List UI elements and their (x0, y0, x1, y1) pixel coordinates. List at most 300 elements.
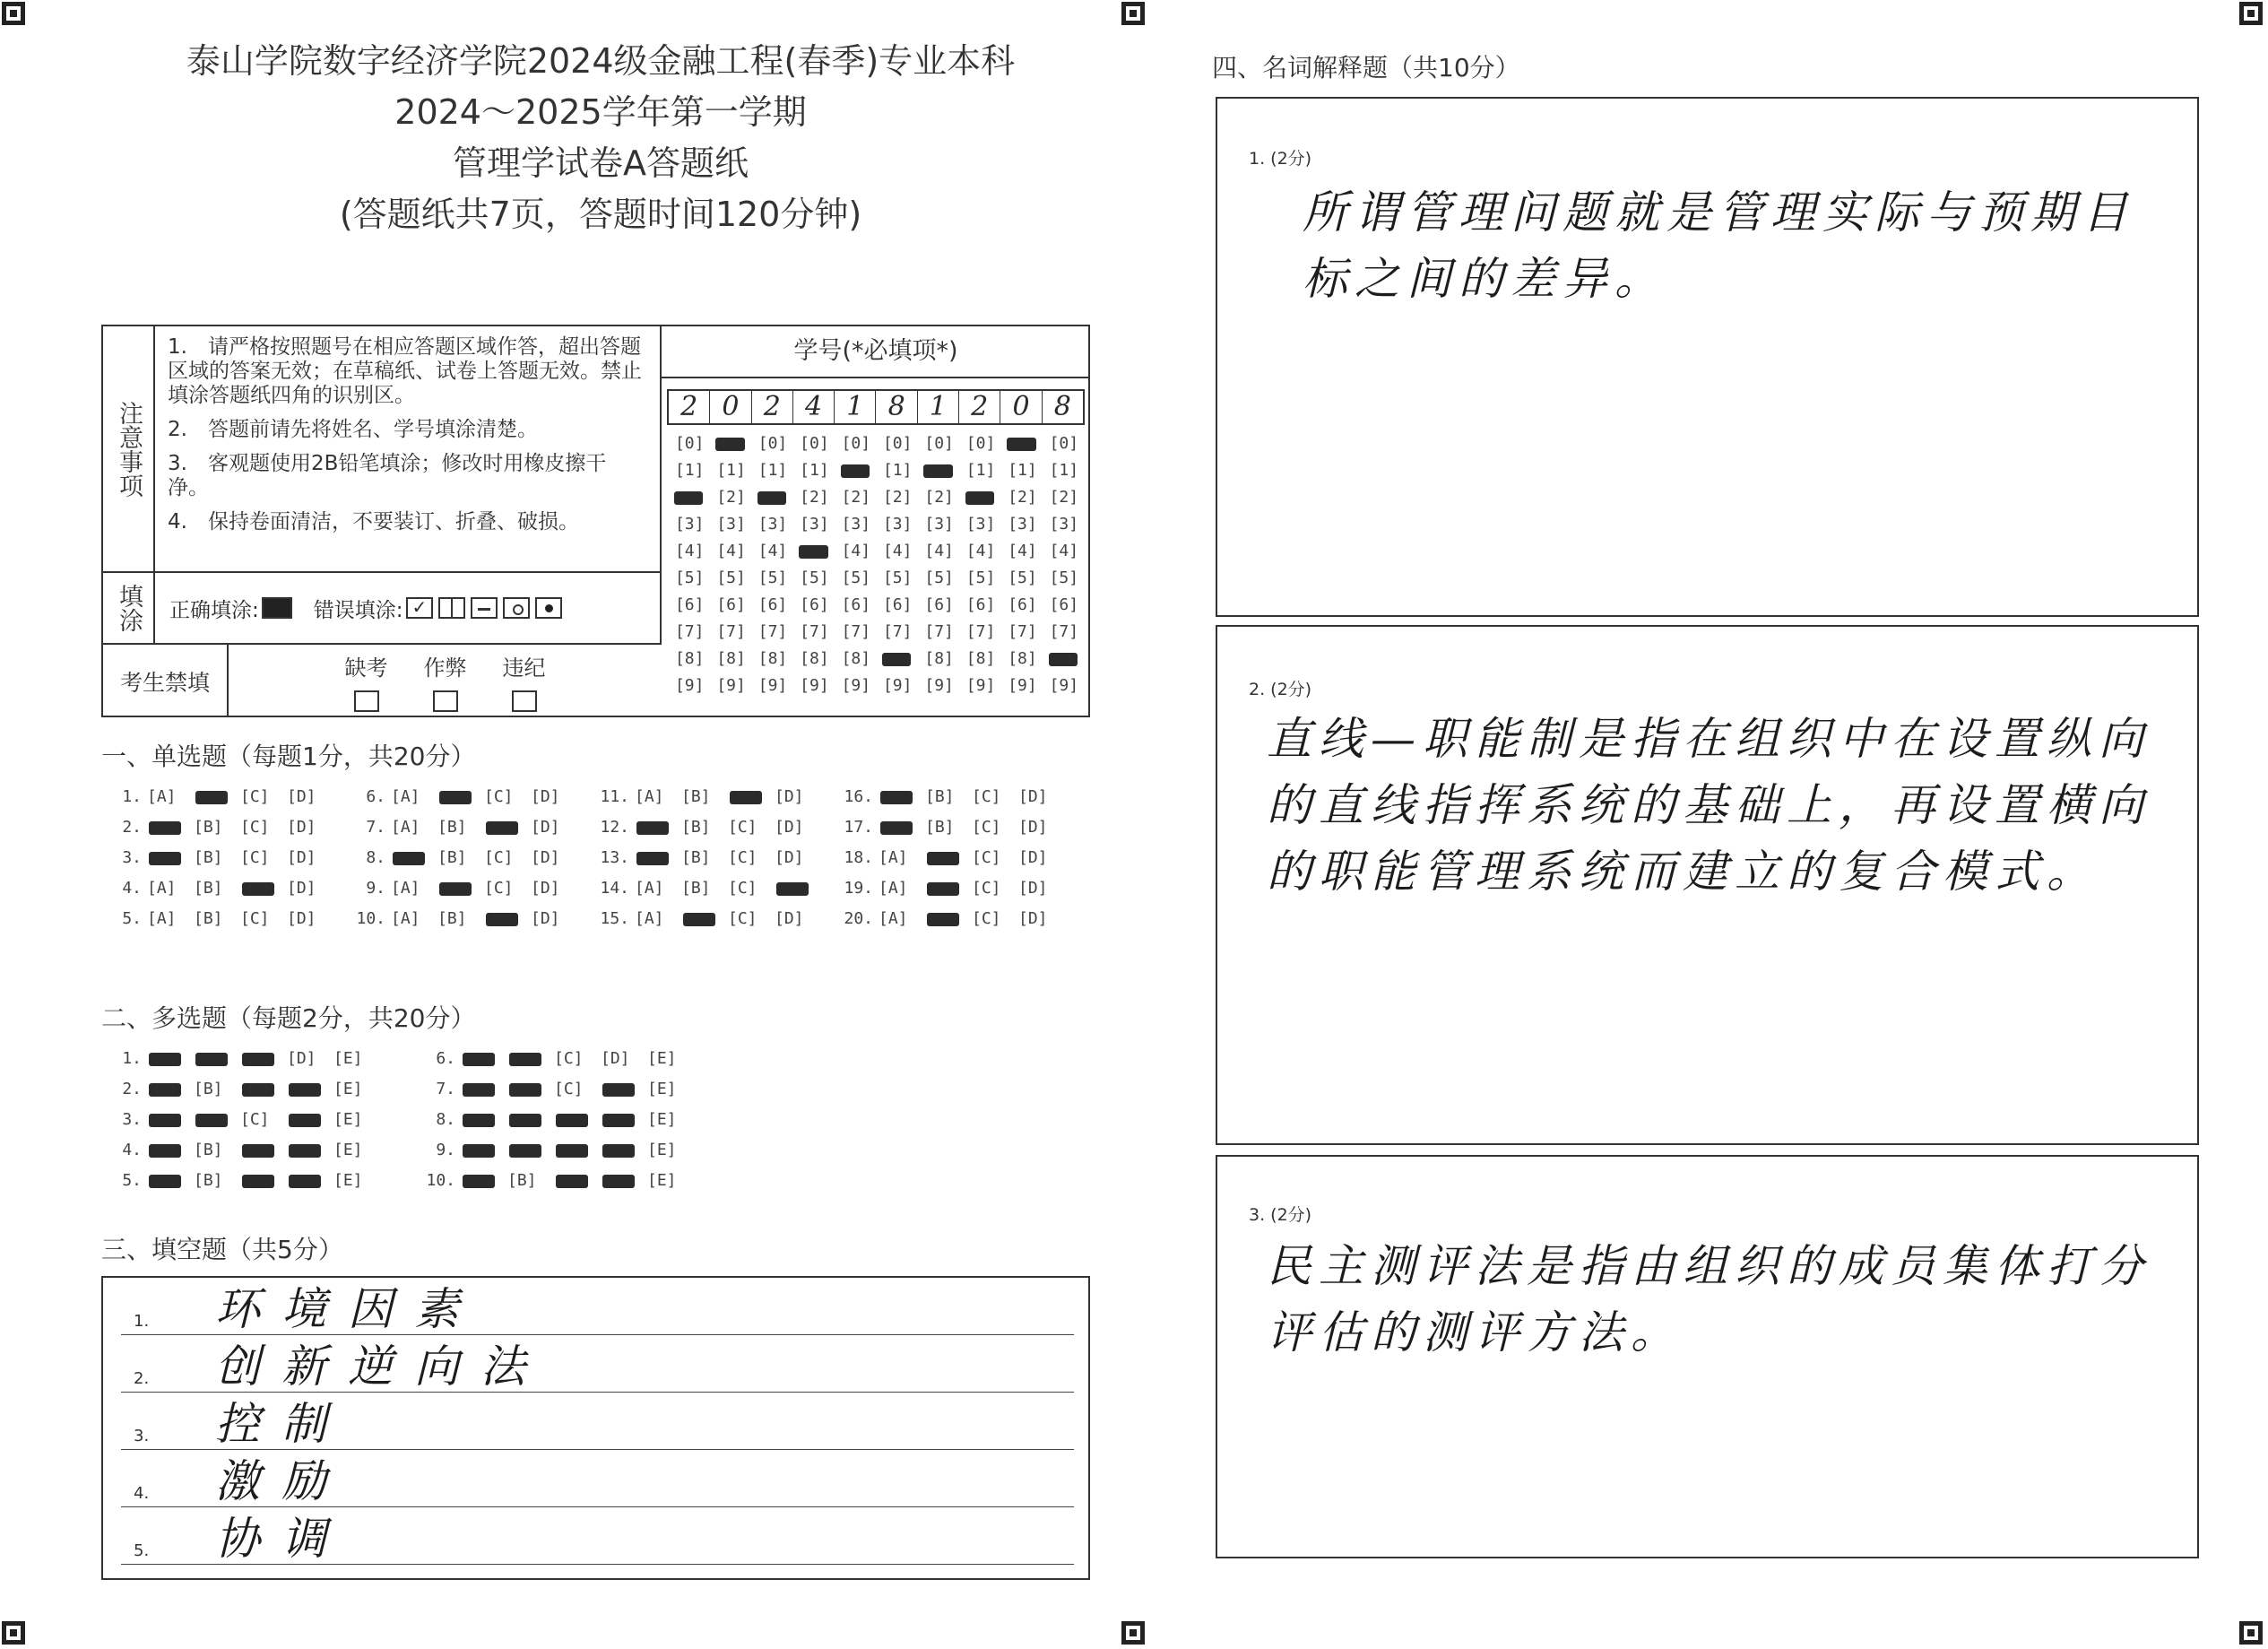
answer-bubble[interactable]: [C] (728, 818, 757, 837)
student-id-bubble[interactable]: [3] (800, 515, 829, 534)
student-id-bubble[interactable]: [7] (841, 622, 871, 641)
answer-bubble[interactable]: [C] (240, 818, 270, 837)
student-id-bubble[interactable]: [0] (965, 434, 996, 453)
student-id-bubble[interactable]: [6] (800, 595, 829, 614)
question-number: 14. (600, 879, 629, 898)
student-id-bubble[interactable]: [2] (1049, 488, 1079, 507)
fill-blank-line-1[interactable] (121, 1278, 1074, 1335)
student-id-bubble[interactable]: [7] (1008, 622, 1037, 641)
student-id-digit[interactable]: 2 (959, 391, 1000, 423)
student-id-bubble[interactable]: [0] (800, 434, 829, 453)
student-id-digit[interactable]: 0 (1000, 391, 1042, 423)
student-id-bubble[interactable]: [7] (716, 622, 746, 641)
choice-question (421, 1166, 694, 1196)
answer-bubble[interactable] (194, 782, 240, 812)
answer-bubble[interactable] (147, 1135, 194, 1166)
student-id-bubble[interactable]: [1] (965, 461, 996, 480)
answer-bubble[interactable] (147, 843, 194, 873)
answer-bubble[interactable]: [C] (972, 879, 1001, 898)
student-id-bubble[interactable]: [1] (716, 461, 746, 480)
answer-bubble[interactable]: [E] (333, 1141, 363, 1159)
term-answer-box-1[interactable] (1216, 97, 2199, 617)
answer-bubble[interactable]: [D] (287, 879, 316, 898)
student-id-digit[interactable]: 4 (793, 391, 835, 423)
student-id-bubble[interactable]: [9] (965, 676, 996, 695)
answer-bubble[interactable] (879, 782, 925, 812)
student-id-bubble[interactable]: [1] (882, 461, 913, 480)
student-id-bubble[interactable]: [0] (674, 434, 705, 453)
fill-blank-line-4[interactable] (121, 1450, 1074, 1507)
answer-bubble[interactable] (554, 1105, 601, 1135)
student-id-bubble-row (669, 511, 1085, 538)
answer-bubble[interactable]: [A] (879, 909, 908, 928)
answer-bubble[interactable] (461, 1105, 507, 1135)
forbid-violation-label: 违纪 (502, 655, 546, 681)
corner-marker-bottom-left (2, 1621, 25, 1645)
student-id-bubble[interactable]: [8] (800, 649, 829, 668)
answer-bubble[interactable]: [E] (333, 1171, 363, 1190)
student-id-bubble-grid[interactable] (669, 430, 1085, 699)
student-id-bubble[interactable] (835, 457, 877, 484)
answer-bubble[interactable]: [E] (333, 1110, 363, 1129)
answer-bubble[interactable] (240, 1044, 287, 1074)
student-id-bubble[interactable]: [1] (674, 461, 705, 480)
answer-bubble[interactable]: [D] (1018, 818, 1048, 837)
student-id-bubble[interactable]: [9] (882, 676, 913, 695)
fill-blank-line-3[interactable] (121, 1393, 1074, 1450)
answer-bubble[interactable] (601, 1074, 647, 1105)
answer-bubble[interactable]: [B] (681, 818, 711, 837)
student-id-bubble[interactable]: [2] (924, 488, 954, 507)
student-id-bubble[interactable]: [1] (1008, 461, 1037, 480)
choice-question (108, 1044, 380, 1074)
answer-bubble[interactable]: [C] (240, 1110, 270, 1129)
answer-bubble[interactable] (507, 1105, 554, 1135)
corner-marker-bottom-center (1121, 1621, 1145, 1645)
question-number: 5. (122, 909, 142, 928)
student-id-bubble[interactable]: [7] (965, 622, 996, 641)
answer-bubble[interactable] (461, 1074, 507, 1105)
student-id-digit[interactable]: 2 (669, 391, 710, 423)
answer-bubble[interactable] (240, 1074, 287, 1105)
question-number: 3. (122, 848, 142, 867)
answer-bubble[interactable]: [D] (287, 818, 316, 837)
answer-bubble[interactable]: [C] (240, 909, 270, 928)
answer-bubble[interactable]: [C] (554, 1080, 584, 1098)
student-id-bubble[interactable]: [5] (965, 568, 996, 587)
answer-bubble[interactable] (194, 1044, 240, 1074)
answer-bubble[interactable]: [B] (681, 787, 711, 806)
student-id-bubble[interactable]: [2] (841, 488, 871, 507)
answer-bubble[interactable]: [D] (775, 848, 804, 867)
answer-bubble[interactable] (507, 1044, 554, 1074)
choice-question (108, 904, 333, 934)
student-id-bubble[interactable]: [3] (716, 515, 746, 534)
student-id-bubble[interactable] (1043, 646, 1085, 673)
answer-bubble[interactable]: [B] (194, 909, 223, 928)
answer-bubble[interactable]: [D] (531, 879, 560, 898)
term-answer-box-3[interactable] (1216, 1155, 2199, 1558)
answer-bubble[interactable] (507, 1135, 554, 1166)
answer-bubble[interactable]: [D] (287, 787, 316, 806)
student-id-bubble[interactable]: [8] (841, 649, 871, 668)
student-id-bubble[interactable]: [4] (1049, 542, 1079, 560)
student-id-bubble[interactable]: [8] (1008, 649, 1037, 668)
student-id-bubble[interactable]: [3] (1008, 515, 1037, 534)
answer-bubble[interactable]: [D] (775, 909, 804, 928)
answer-bubble[interactable]: [D] (1018, 879, 1048, 898)
answer-bubble[interactable]: [C] (728, 848, 757, 867)
answer-bubble[interactable] (925, 843, 972, 873)
student-id-bubble[interactable]: [6] (1008, 595, 1037, 614)
student-id-bubble[interactable]: [1] (800, 461, 829, 480)
student-id-bubble[interactable]: [4] (757, 542, 788, 560)
answer-bubble[interactable]: [D] (531, 818, 560, 837)
student-id-bubble[interactable]: [8] (924, 649, 954, 668)
answer-bubble[interactable]: [A] (635, 909, 664, 928)
student-id-bubble[interactable]: [5] (757, 568, 788, 587)
answer-bubble[interactable]: [B] (925, 818, 955, 837)
student-id-bubble[interactable]: [7] (757, 622, 788, 641)
answer-bubble[interactable]: [D] (1018, 848, 1048, 867)
student-id-bubble[interactable]: [0] (757, 434, 788, 453)
student-id-bubble[interactable]: [0] (1049, 434, 1079, 453)
info-table (101, 325, 1090, 717)
note-item: 1. 请严格按照题号在相应答题区域作答，超出答题区域的答案无效；在草稿纸、试卷上答题无效。禁止填涂答题纸四角的识别区。 (168, 335, 642, 407)
answer-bubble[interactable]: [B] (437, 909, 467, 928)
answer-bubble[interactable]: [E] (647, 1171, 677, 1190)
choice-question (421, 1135, 694, 1166)
student-id-bubble[interactable]: [3] (924, 515, 954, 534)
student-id-bubble[interactable] (669, 484, 710, 511)
notes-label: 注意事项 (115, 400, 143, 498)
choice-question (595, 904, 821, 934)
answer-bubble[interactable]: [D] (601, 1049, 630, 1068)
student-id-bubble[interactable]: [4] (924, 542, 954, 560)
answer-bubble[interactable] (147, 812, 194, 843)
student-id-bubble[interactable]: [7] (1049, 622, 1079, 641)
student-id-bubble[interactable]: [0] (924, 434, 954, 453)
student-id-bubble[interactable]: [2] (882, 488, 913, 507)
answer-bubble[interactable] (147, 1166, 194, 1196)
answer-bubble[interactable] (287, 1166, 333, 1196)
answer-bubble[interactable]: [C] (728, 879, 757, 898)
answer-bubble[interactable] (287, 1135, 333, 1166)
answer-bubble[interactable]: [C] (972, 909, 1001, 928)
answer-bubble[interactable] (147, 1105, 194, 1135)
note-item: 4. 保持卷面清洁，不要装订、折叠、破损。 (168, 510, 579, 534)
student-id-bubble[interactable]: [9] (841, 676, 871, 695)
answer-bubble[interactable]: [A] (879, 879, 908, 898)
student-id-bubble[interactable]: [9] (1049, 676, 1079, 695)
question-number: 6. (436, 1049, 455, 1068)
answer-bubble[interactable] (461, 1044, 507, 1074)
term-answer-text: 民主测评法是指由组织的成员集体打分评估的测评方法。 (1267, 1240, 2151, 1358)
answer-bubble[interactable]: [B] (925, 787, 955, 806)
corner-marker-top-center (1121, 2, 1145, 25)
answer-bubble[interactable]: [A] (147, 879, 177, 898)
fill-blank-number: 5. (134, 1541, 150, 1560)
answer-bubble[interactable] (147, 1074, 194, 1105)
answer-bubble[interactable]: [A] (391, 909, 420, 928)
answer-bubble[interactable]: [C] (554, 1049, 584, 1068)
student-id-bubble[interactable]: [2] (1008, 488, 1037, 507)
answer-bubble[interactable] (437, 782, 484, 812)
answer-bubble[interactable]: [D] (287, 848, 316, 867)
student-id-bubble[interactable]: [5] (716, 568, 746, 587)
student-id-bubble[interactable]: [5] (882, 568, 913, 587)
student-id-bubble[interactable]: [7] (674, 622, 705, 641)
student-id-bubble[interactable]: [1] (1049, 461, 1079, 480)
answer-bubble[interactable]: [B] (194, 1171, 223, 1190)
student-id-bubble[interactable]: [7] (800, 622, 829, 641)
answer-bubble[interactable]: [B] (194, 1141, 223, 1159)
student-id-bubble[interactable]: [5] (674, 568, 705, 587)
answer-bubble[interactable]: [B] (194, 848, 223, 867)
student-id-digit[interactable]: 2 (752, 391, 793, 423)
answer-bubble[interactable] (147, 1044, 194, 1074)
answer-bubble[interactable]: [A] (391, 879, 420, 898)
answer-bubble[interactable]: [B] (437, 848, 467, 867)
student-id-bubble-row (669, 484, 1085, 511)
question-number: 2. (122, 818, 142, 837)
student-id-bubble[interactable]: [3] (882, 515, 913, 534)
choice-question (595, 812, 821, 843)
forbid-cheat-checkbox[interactable] (433, 690, 458, 712)
student-id-bubble[interactable] (918, 457, 959, 484)
answer-bubble[interactable]: [D] (531, 909, 560, 928)
student-id-bubble[interactable]: [2] (800, 488, 829, 507)
answer-bubble[interactable]: [C] (972, 818, 1001, 837)
fill-blank-answer: 激励 (215, 1455, 348, 1507)
student-id-digit[interactable]: 1 (835, 391, 876, 423)
student-id-bubble-row (669, 673, 1085, 699)
choice-question (108, 782, 333, 812)
student-id-bubble-row (669, 457, 1085, 484)
answer-bubble[interactable]: [C] (484, 787, 514, 806)
answer-bubble[interactable]: [D] (531, 848, 560, 867)
student-id-bubble[interactable]: [9] (800, 676, 829, 695)
answer-bubble[interactable]: [C] (484, 848, 514, 867)
answer-bubble[interactable] (461, 1135, 507, 1166)
answer-bubble[interactable] (287, 1074, 333, 1105)
answer-bubble[interactable] (925, 904, 972, 934)
answer-bubble[interactable]: [A] (635, 879, 664, 898)
student-id-bubble[interactable]: [4] (674, 542, 705, 560)
fill-blank-answer: 环境因素 (215, 1283, 480, 1335)
student-id-bubble[interactable] (1001, 430, 1043, 457)
answer-bubble[interactable] (681, 904, 728, 934)
answer-bubble[interactable]: [C] (240, 848, 270, 867)
choice-question (351, 904, 577, 934)
choice-question (839, 812, 1065, 843)
student-id-bubble[interactable]: [6] (757, 595, 788, 614)
student-id-bubble[interactable]: [0] (841, 434, 871, 453)
fill-blank-number: 3. (134, 1427, 150, 1445)
student-id-bubble[interactable]: [6] (882, 595, 913, 614)
student-id-digits[interactable] (667, 389, 1085, 425)
answer-bubble[interactable]: [D] (531, 787, 560, 806)
answer-bubble[interactable] (240, 873, 287, 904)
answer-bubble[interactable] (601, 1105, 647, 1135)
answer-bubble[interactable]: [D] (287, 1049, 316, 1068)
student-id-digit[interactable]: 0 (710, 391, 751, 423)
student-id-bubble[interactable]: [9] (924, 676, 954, 695)
fill-blank-line-2[interactable] (121, 1335, 1074, 1393)
answer-bubble[interactable]: [E] (333, 1080, 363, 1098)
student-id-bubble[interactable]: [8] (965, 649, 996, 668)
student-id-bubble[interactable] (960, 484, 1001, 511)
answer-bubble[interactable]: [E] (647, 1080, 677, 1098)
student-id-bubble[interactable]: [6] (1049, 595, 1079, 614)
student-id-bubble[interactable] (752, 484, 793, 511)
term-question-number: 3. (2分) (1249, 1205, 1312, 1225)
student-id-bubble[interactable]: [4] (965, 542, 996, 560)
student-id-bubble[interactable]: [8] (674, 649, 705, 668)
answer-bubble[interactable]: [D] (1018, 909, 1048, 928)
student-id-bubble[interactable]: [9] (716, 676, 746, 695)
answer-bubble[interactable]: [E] (333, 1049, 363, 1068)
choice-question (108, 1074, 380, 1105)
answer-bubble[interactable]: [C] (728, 909, 757, 928)
forbid-absent-label: 缺考 (344, 655, 388, 681)
answer-bubble[interactable]: [C] (972, 848, 1001, 867)
student-id-bubble[interactable]: [3] (841, 515, 871, 534)
student-id-bubble[interactable]: [6] (965, 595, 996, 614)
correct-fill-example (262, 597, 292, 619)
student-id-bubble[interactable]: [8] (716, 649, 746, 668)
answer-bubble[interactable]: [B] (681, 848, 711, 867)
student-id-bubble[interactable]: [6] (674, 595, 705, 614)
fill-blank-box (101, 1276, 1090, 1580)
answer-bubble[interactable]: [B] (194, 818, 223, 837)
answer-bubble[interactable] (728, 782, 775, 812)
answer-bubble[interactable] (635, 812, 681, 843)
answer-bubble[interactable] (601, 1135, 647, 1166)
student-id-bubble[interactable]: [8] (757, 649, 788, 668)
student-id-bubble[interactable]: [2] (716, 488, 746, 507)
student-id-bubble[interactable]: [4] (716, 542, 746, 560)
student-id-bubble[interactable] (710, 430, 751, 457)
student-id-bubble[interactable]: [9] (674, 676, 705, 695)
student-id-bubble[interactable] (877, 646, 918, 673)
single-choice-grid[interactable] (108, 782, 1094, 943)
answer-bubble[interactable]: [A] (391, 787, 420, 806)
question-number: 6. (366, 787, 385, 806)
answer-bubble[interactable]: [C] (484, 879, 514, 898)
student-id-bubble[interactable] (793, 538, 835, 565)
answer-bubble[interactable] (554, 1166, 601, 1196)
answer-bubble[interactable]: [B] (194, 1080, 223, 1098)
student-id-bubble[interactable]: [3] (674, 515, 705, 534)
student-id-bubble[interactable]: [4] (841, 542, 871, 560)
student-id-bubble[interactable]: [1] (757, 461, 788, 480)
answer-bubble[interactable] (240, 1166, 287, 1196)
answer-bubble[interactable] (437, 873, 484, 904)
answer-bubble[interactable]: [E] (647, 1110, 677, 1129)
answer-bubble[interactable]: [A] (391, 818, 420, 837)
answer-bubble[interactable]: [B] (507, 1171, 537, 1190)
student-id-bubble[interactable]: [3] (1049, 515, 1079, 534)
answer-bubble[interactable]: [A] (635, 787, 664, 806)
student-id-bubble[interactable]: [5] (841, 568, 871, 587)
answer-bubble[interactable]: [B] (681, 879, 711, 898)
answer-bubble[interactable]: [A] (147, 787, 177, 806)
answer-bubble[interactable]: [D] (1018, 787, 1048, 806)
answer-bubble[interactable]: [B] (194, 879, 223, 898)
student-id-digit[interactable]: 8 (876, 391, 917, 423)
student-id-bubble[interactable]: [5] (1008, 568, 1037, 587)
student-id-bubble[interactable]: [6] (841, 595, 871, 614)
answer-bubble[interactable]: [D] (775, 818, 804, 837)
student-id-bubble[interactable]: [3] (965, 515, 996, 534)
student-id-bubble[interactable]: [3] (757, 515, 788, 534)
answer-bubble[interactable]: [C] (240, 787, 270, 806)
correct-fill-label: 正确填涂: (169, 598, 259, 622)
student-id-digit[interactable]: 1 (918, 391, 959, 423)
student-id-bubble[interactable]: [5] (924, 568, 954, 587)
answer-bubble[interactable] (391, 843, 437, 873)
student-id-bubble[interactable]: [7] (924, 622, 954, 641)
forbid-absent-checkbox[interactable] (354, 690, 379, 712)
answer-bubble[interactable]: [A] (879, 848, 908, 867)
answer-bubble[interactable] (775, 873, 821, 904)
answer-bubble[interactable] (287, 1105, 333, 1135)
student-id-bubble[interactable]: [0] (882, 434, 913, 453)
answer-bubble[interactable] (925, 873, 972, 904)
answer-bubble[interactable]: [B] (437, 818, 467, 837)
student-id-bubble-row (669, 565, 1085, 592)
answer-bubble[interactable]: [D] (287, 909, 316, 928)
answer-bubble[interactable] (461, 1166, 507, 1196)
term-answer-box-2[interactable] (1216, 625, 2199, 1145)
wrong-fill-dash-example (471, 597, 498, 619)
answer-bubble[interactable]: [D] (775, 787, 804, 806)
answer-bubble[interactable]: [C] (972, 787, 1001, 806)
answer-bubble[interactable] (635, 843, 681, 873)
answer-bubble[interactable] (507, 1074, 554, 1105)
student-id-bubble[interactable]: [9] (1008, 676, 1037, 695)
header-line-info: (答题纸共7页，答题时间120分钟) (339, 195, 862, 234)
student-id-bubble[interactable]: [4] (1008, 542, 1037, 560)
answer-bubble[interactable]: [E] (647, 1049, 677, 1068)
student-id-bubble[interactable]: [5] (1049, 568, 1079, 587)
answer-bubble[interactable] (554, 1135, 601, 1166)
student-id-digit[interactable]: 8 (1053, 391, 1071, 422)
answer-bubble[interactable] (484, 904, 531, 934)
answer-bubble[interactable]: [E] (647, 1141, 677, 1159)
question-number: 9. (366, 879, 385, 898)
answer-bubble[interactable] (879, 812, 925, 843)
answer-bubble[interactable] (601, 1166, 647, 1196)
forbid-violation-checkbox[interactable] (512, 690, 537, 712)
question-number: 19. (844, 879, 873, 898)
student-id-bubble[interactable]: [7] (882, 622, 913, 641)
answer-bubble[interactable] (194, 1105, 240, 1135)
choice-question (108, 873, 333, 904)
student-id-bubble[interactable]: [6] (924, 595, 954, 614)
answer-bubble[interactable] (484, 812, 531, 843)
student-id-bubble[interactable]: [5] (800, 568, 829, 587)
question-number: 1. (122, 787, 142, 806)
answer-bubble[interactable]: [A] (147, 909, 177, 928)
student-id-bubble[interactable]: [4] (882, 542, 913, 560)
multiple-choice-grid[interactable] (108, 1044, 735, 1205)
student-id-bubble[interactable]: [6] (716, 595, 746, 614)
student-id-bubble[interactable]: [9] (757, 676, 788, 695)
answer-bubble[interactable] (240, 1135, 287, 1166)
fill-blank-line-5[interactable] (121, 1507, 1074, 1565)
